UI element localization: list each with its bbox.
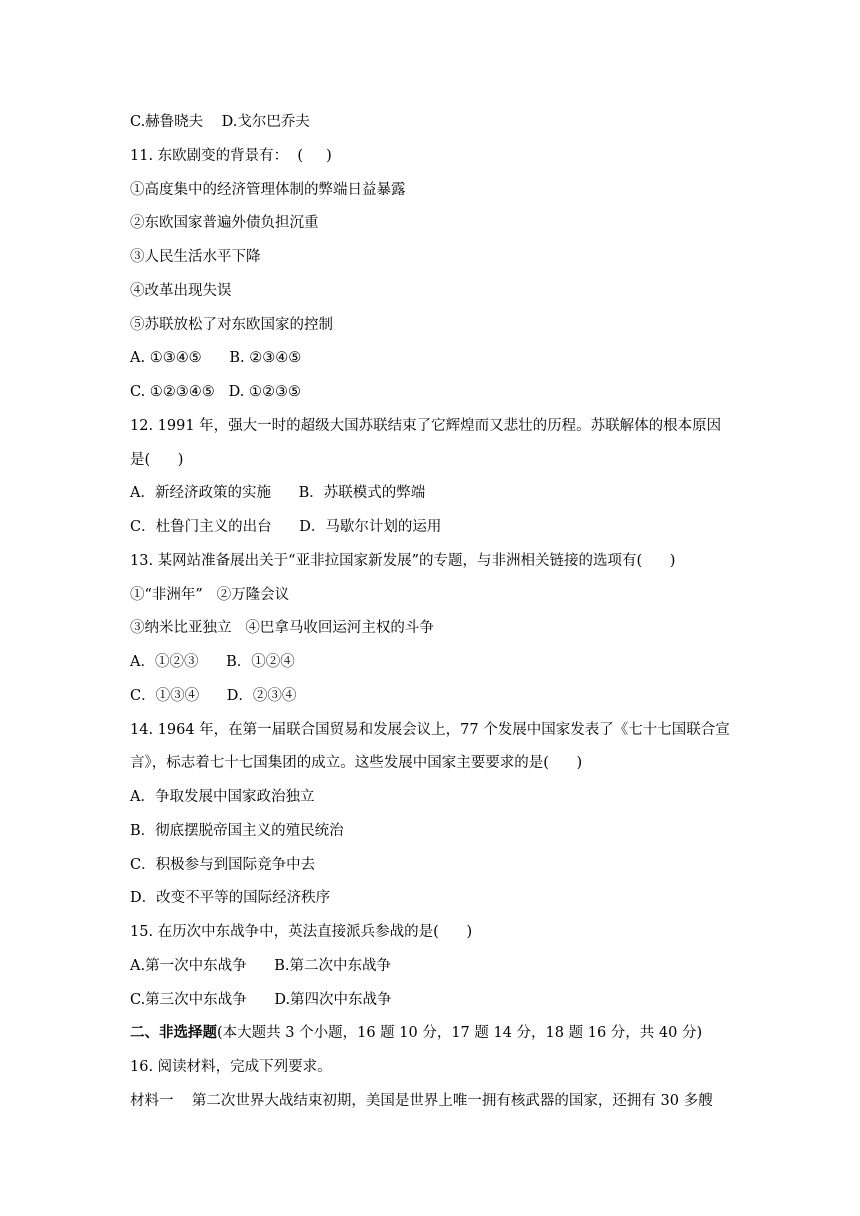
statement-line: ④改革出现失误: [130, 283, 232, 299]
statement-line: ①高度集中的经济管理体制的弊端日益暴露: [130, 182, 406, 198]
option-line: C.第三次中东战争 D.第四次中东战争: [130, 992, 392, 1008]
statement-line: ①“非洲年” ②万隆会议: [130, 587, 290, 603]
question-13-stem: 13. 某网站准备展出关于“亚非拉国家新发展”的专题，与非洲相关链接的选项有( ): [130, 553, 676, 569]
option-line: C.赫鲁晓夫 D.戈尔巴乔夫: [130, 114, 310, 130]
option-line: C．①③④ D．②③④: [130, 688, 297, 704]
option-line: A.第一次中东战争 B.第二次中东战争: [130, 958, 391, 974]
option-line: C．杜鲁门主义的出台 D．马歇尔计划的运用: [130, 519, 442, 535]
statement-line: ⑤苏联放松了对东欧国家的控制: [130, 317, 333, 333]
option-line: A．争取发展中国家政治独立: [130, 789, 315, 805]
option-line: C. ①②③④⑤ D. ①②③⑤: [130, 384, 301, 400]
question-14-stem: 14. 1964 年，在第一届联合国贸易和发展会议上，77 个发展中国家发表了《七十七国联合宣: [130, 722, 730, 738]
question-15-stem: 15. 在历次中东战争中，英法直接派兵参战的是( ): [130, 924, 473, 940]
statement-line: ③人民生活水平下降: [130, 249, 261, 265]
statement-line: ③纳米比亚独立 ④巴拿马收回运河主权的斗争: [130, 620, 434, 636]
question-16-stem: 16. 阅读材料，完成下列要求。: [130, 1059, 332, 1075]
material-line: 材料一 第二次世界大战结束初期，美国是世界上唯一拥有核武器的国家，还拥有 30 多艘: [130, 1093, 713, 1109]
option-line: A．新经济政策的实施 B．苏联模式的弊端: [130, 485, 426, 501]
question-12-stem: 12. 1991 年，强大一时的超级大国苏联结束了它辉煌而又悲壮的历程。苏联解体的根本原因: [130, 418, 722, 434]
option-line: D．改变不平等的国际经济秩序: [130, 890, 331, 906]
question-14-stem-cont: 言》，标志着七十七国集团的成立。这些发展中国家主要要求的是( ): [130, 755, 583, 771]
option-line: B．彻底摆脱帝国主义的殖民统治: [130, 823, 344, 839]
option-line: C．积极参与到国际竞争中去: [130, 857, 316, 873]
section-title: 二、非选择题: [130, 1024, 217, 1041]
section-note: (本大题共 3 个小题，16 题 10 分，17 题 14 分，18 题 16 分，共 40 分): [217, 1025, 703, 1041]
statement-line: ②东欧国家普遍外债负担沉重: [130, 215, 319, 231]
section-heading: [130, 1023, 702, 1043]
question-11-stem: 11. 东欧剧变的背景有： ( ): [130, 148, 332, 164]
option-line: A. ①③④⑤ B. ②③④⑤: [130, 350, 302, 366]
option-line: A．①②③ B．①②④: [130, 654, 295, 670]
question-12-stem-cont: 是( ): [130, 452, 184, 468]
